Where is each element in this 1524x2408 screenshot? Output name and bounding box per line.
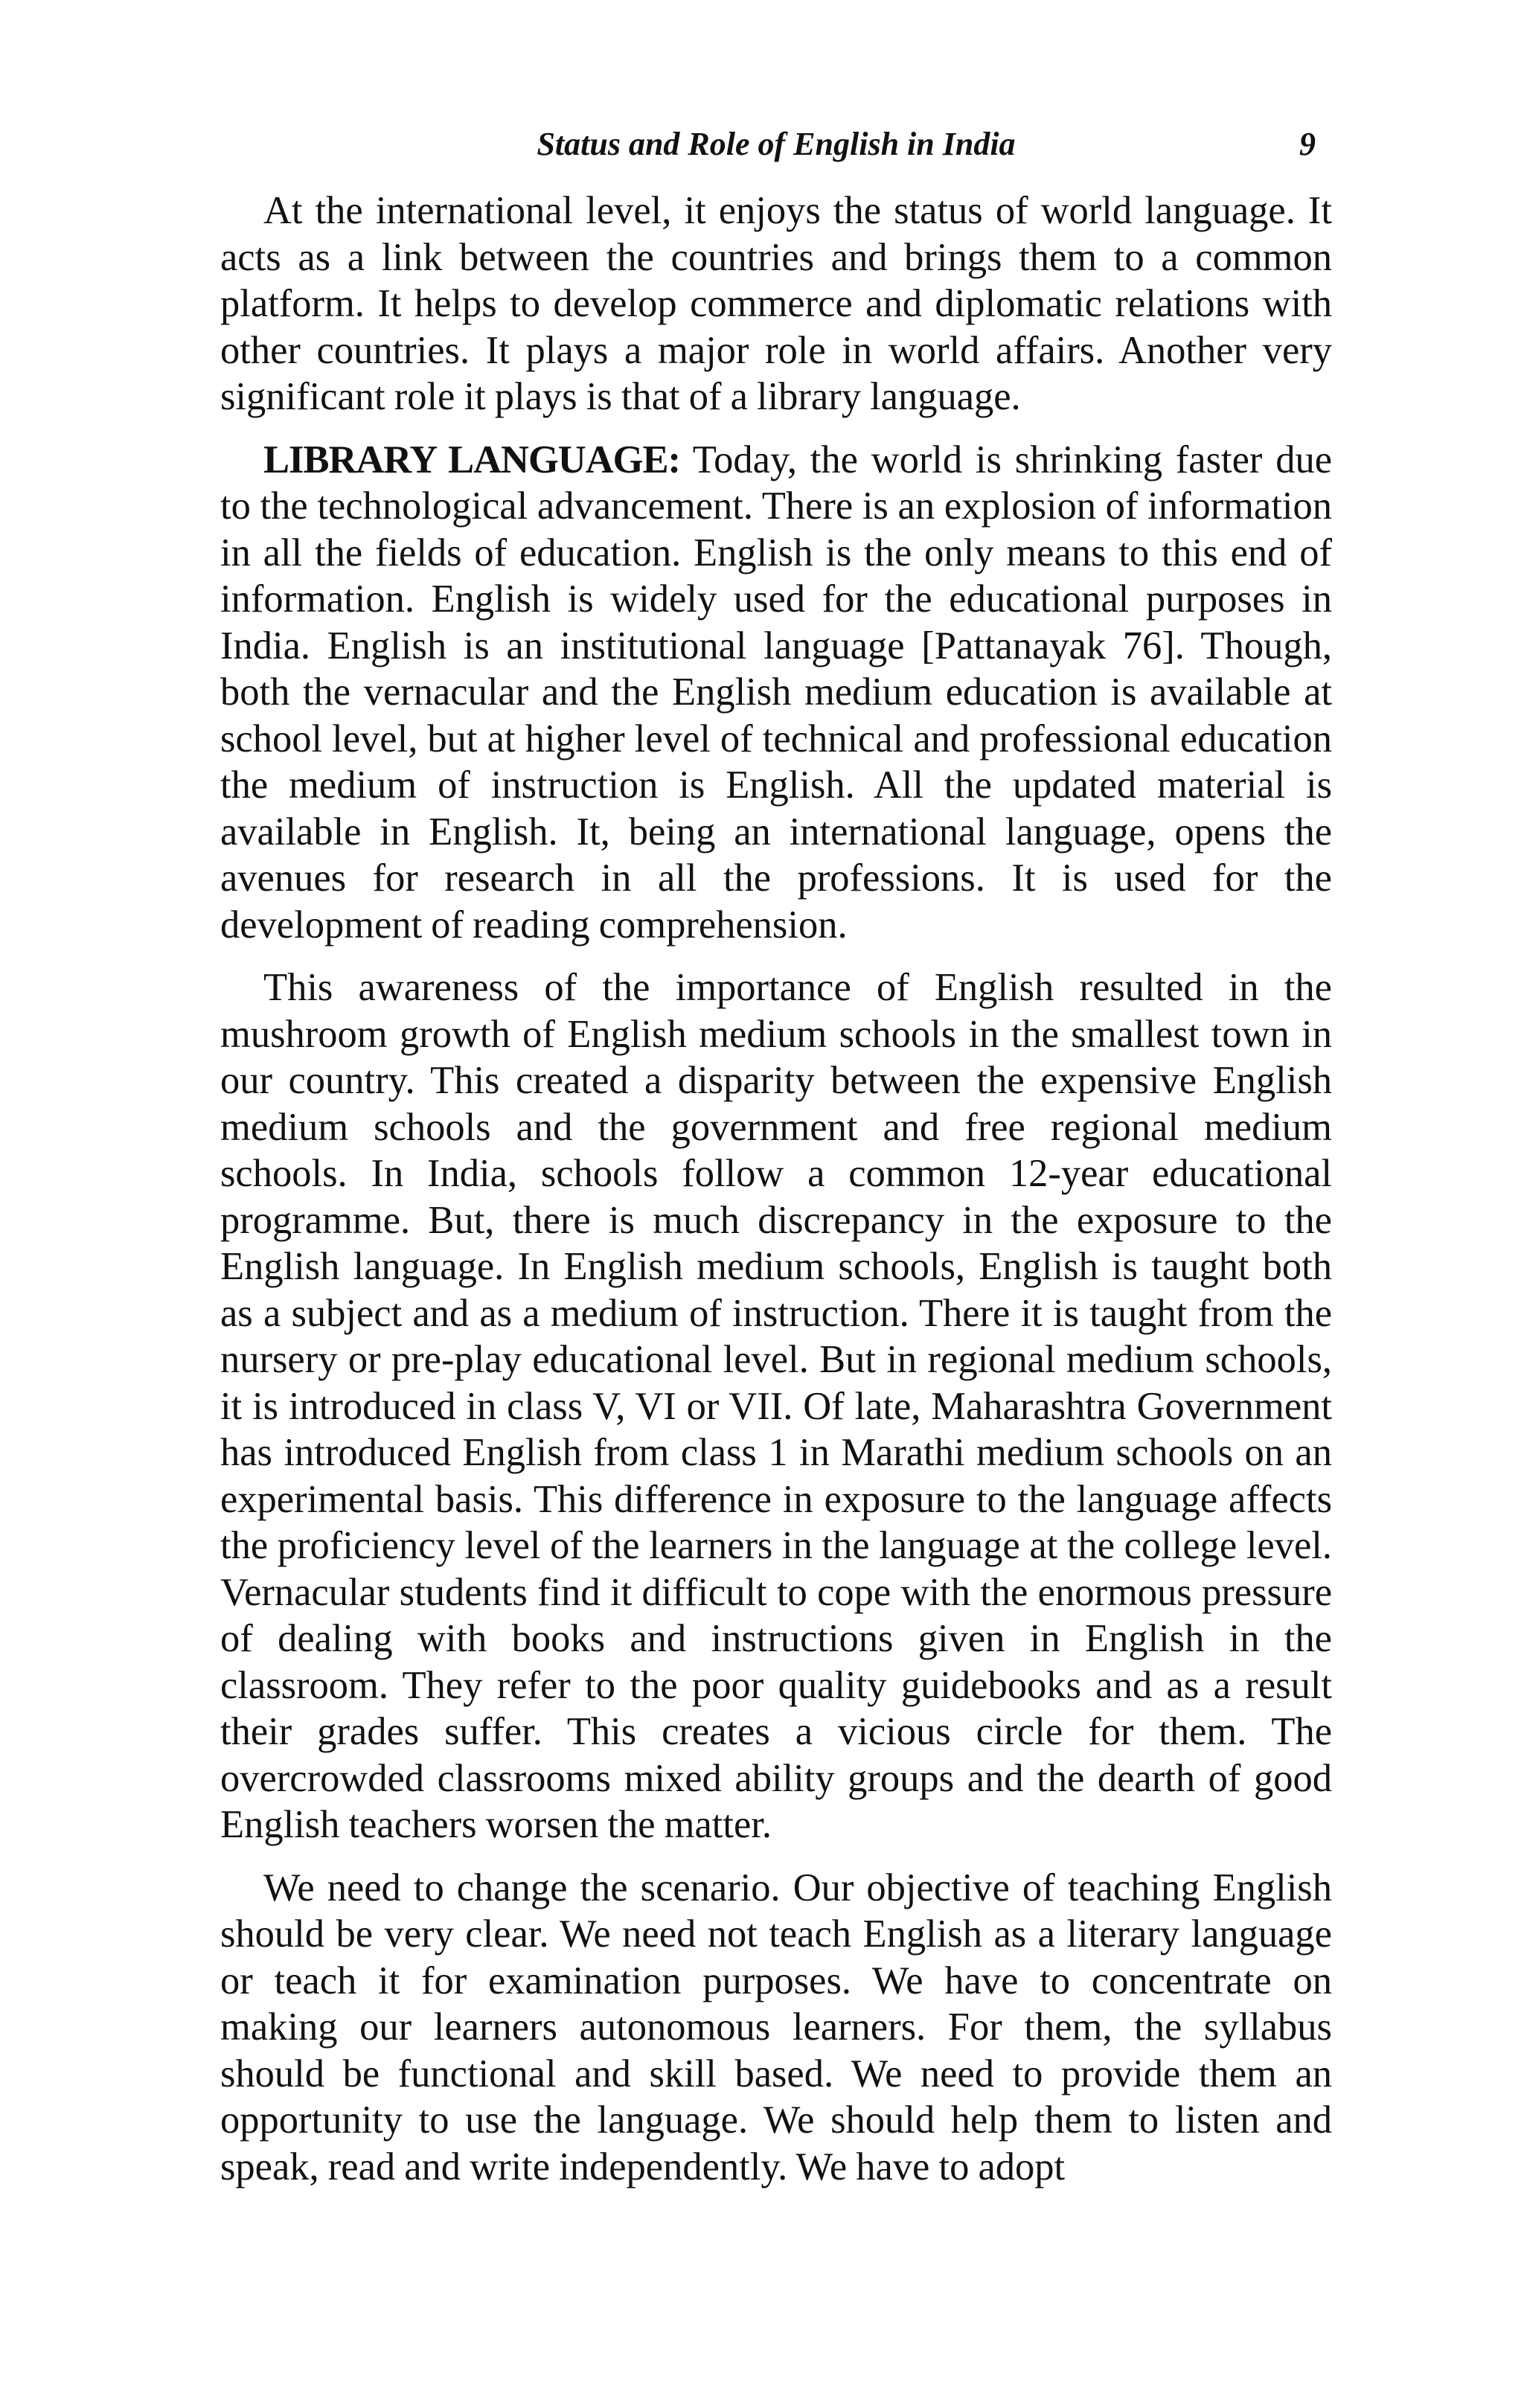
page-number: 9 [1299, 126, 1316, 162]
paragraph-1 [220, 188, 1332, 420]
paragraph-2 [220, 437, 1332, 949]
running-title: Status and Role of English in India [537, 126, 1016, 162]
paragraph-4 [220, 1865, 1332, 2191]
paragraph-2-lead: LIBRARY LANGUAGE: [263, 438, 680, 481]
paragraph-1-text: At the international level, it enjoys the status of world language. It acts as a link between the countries and brings them to a common platform. It helps to develop commerce and diplomatic relations with other countries. It plays a major role in world affairs. Another very significant role it plays is that of a library language. [220, 189, 1332, 418]
body-text [220, 188, 1332, 2190]
paragraph-3-text: This awareness of the importance of English resulted in the mushroom growth of English medium schools in the smallest town in our country. This created a disparity between the expensive English medium schools and the government and free regional medium schools. In India, schools follow a common 12-year educational programme. But, there is much discrepancy in the exposure to the English language. In English medium schools, English is taught both as a subject and as a medium of instruction. There it is taught from the nursery or pre-play educational level. But in regional medium schools, it is introduced in class V, VI or VII. Of late, Maharashtra Government has introduced English from class 1 in Marathi medium schools on an experimental basis. This difference in exposure to the language affects the proficiency level of the learners in the language at the college level. Vernacular students find it difficult to cope with the enormous pressure of dealing with books and instructions given in English in the classroom. They refer to the poor quality guidebooks and as a result their grades suffer. This creates a vicious circle for them. The overcrowded classrooms mixed ability groups and the dearth of good English teachers worsen the matter. [220, 966, 1332, 1846]
paragraph-4-text: We need to change the scenario. Our objective of teaching English should be very clear. We need not teach English as a literary language or teach it for examination purposes. We have to concentrate on making our learners autonomous learners. For them, the syllabus should be functional and skill based. We need to provide them an opportunity to use the language. We should help them to listen and speak, read and write independently. We have to adopt [220, 1866, 1332, 2188]
paragraph-2-text: Today, the world is shrinking faster due to the technological advancement. There is an explosion of information in all the fields of education. English is the only means to this end of information. English is widely used for the educational purposes in India. English is an institutional language [Pattanayak 76]. Though, both the vernacular and the English medium education is available at school level, but at higher level of technical and professional education the medium of instruction is English. All the updated material is available in English. It, being an international language, opens the avenues for research in all the professions. It is used for the development of reading comprehension. [220, 438, 1332, 947]
book-page [220, 125, 1332, 2206]
running-head [220, 125, 1332, 173]
paragraph-3 [220, 964, 1332, 1848]
